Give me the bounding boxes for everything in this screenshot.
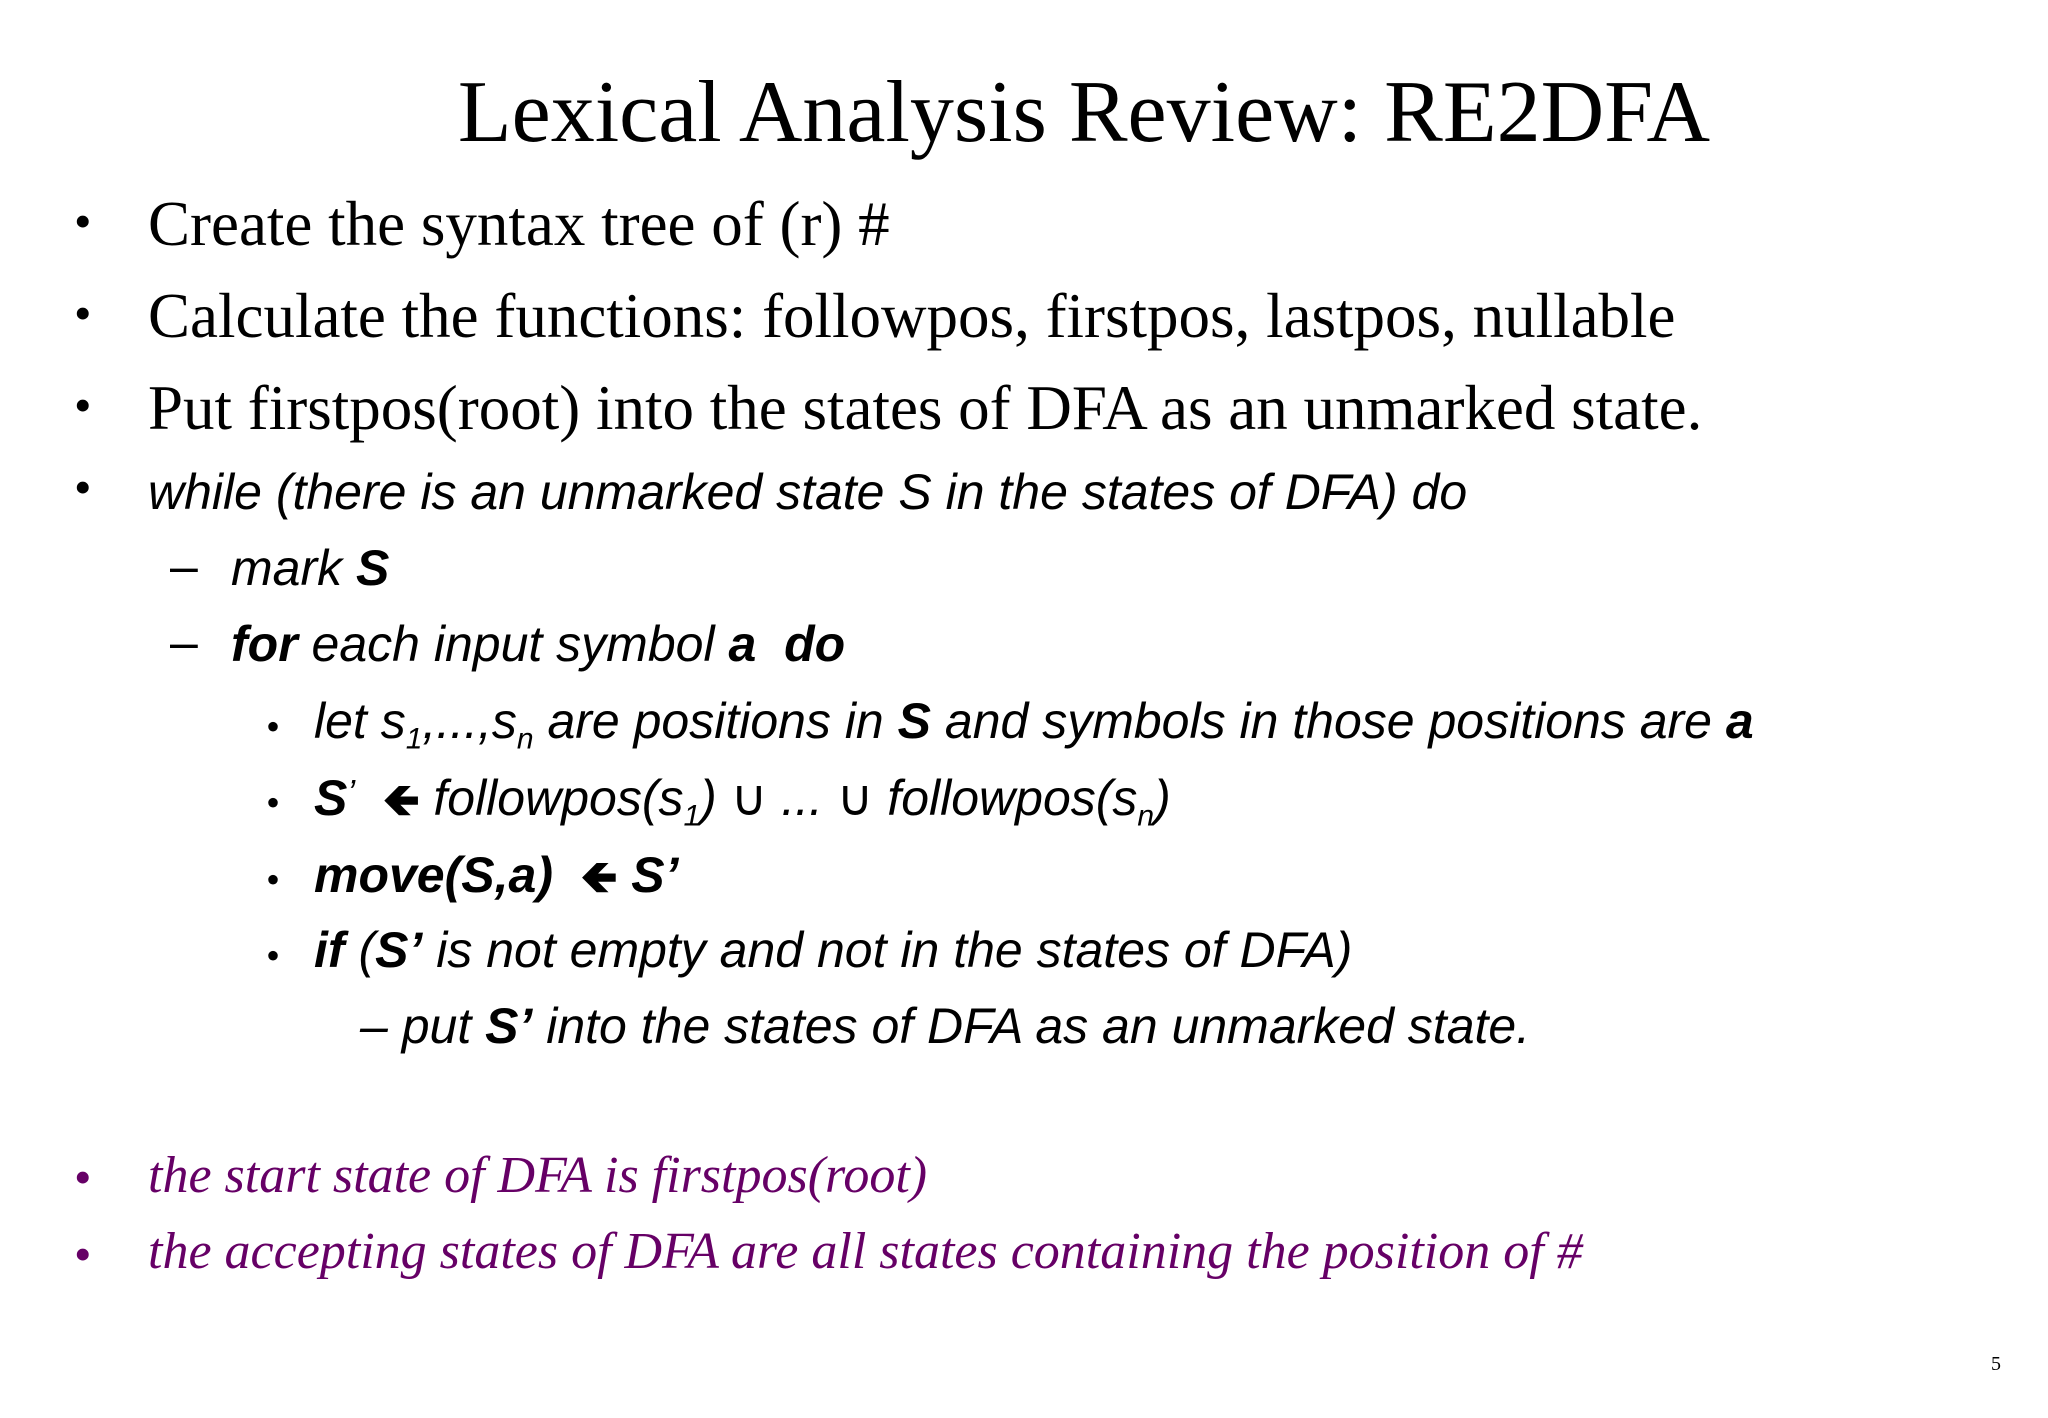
bullet-icon: • xyxy=(266,780,281,825)
step-mark-state: S xyxy=(356,540,390,596)
subscript: n xyxy=(516,722,534,756)
symbol-a: a xyxy=(1725,693,1754,749)
for-keyword: for xyxy=(231,616,298,672)
for-symbol: a xyxy=(728,616,757,672)
bullet-icon: • xyxy=(74,1149,92,1205)
bullet-firstpos-root: Put firstpos(root) into the states of DFA as an unmarked state. xyxy=(148,373,1703,443)
state-s-prime: S xyxy=(314,770,348,826)
note-accepting-states: the accepting states of DFA are all states containing the position of # xyxy=(148,1223,1583,1280)
let-text: are positions in xyxy=(533,693,898,749)
slide-number: 5 xyxy=(1991,1353,2001,1375)
step-move xyxy=(314,845,678,921)
step-if-condition xyxy=(314,921,1352,979)
let-text: let s xyxy=(314,693,406,749)
state-s: S xyxy=(897,693,931,749)
followpos-text: ) xyxy=(1154,770,1171,826)
step-mark-s xyxy=(231,539,389,597)
followpos-text: followpos(s xyxy=(873,770,1138,826)
left-arrow-icon: 🡸 xyxy=(382,773,420,826)
bullet-icon: • xyxy=(74,377,92,433)
dash-icon: – xyxy=(170,614,198,670)
followpos-text: ) xyxy=(700,770,731,826)
step-sprime-followpos xyxy=(314,768,1171,844)
bullet-icon: • xyxy=(266,857,281,902)
slide-title: Lexical Analysis Review: RE2DFA xyxy=(457,64,1711,161)
bullet-icon: • xyxy=(74,193,92,249)
union-icon: ∪ xyxy=(730,770,768,826)
move-function: move(S,a) xyxy=(314,847,553,903)
followpos-text: followpos(s xyxy=(419,770,684,826)
bullet-functions: Calculate the functions: followpos, firstpos, lastpos, nullable xyxy=(148,281,1676,351)
if-keyword: if xyxy=(314,922,345,978)
bullet-syntax-tree: Create the syntax tree of (r) # xyxy=(148,189,890,259)
subscript: n xyxy=(1137,799,1155,833)
bullet-icon: • xyxy=(74,1226,92,1282)
step-let-positions xyxy=(314,692,1754,756)
step-for-each xyxy=(231,615,845,673)
let-text: and symbols in those positions are xyxy=(931,693,1726,749)
if-text: ( xyxy=(344,922,376,978)
subscript: 1 xyxy=(405,722,423,756)
for-text: each input symbol xyxy=(297,616,729,672)
bullet-while-loop: while (there is an unmarked state S in the states of DFA) do xyxy=(148,464,1468,520)
put-text: into the states of DFA as an unmarked state. xyxy=(532,998,1531,1054)
state-s-prime: S’ xyxy=(375,922,423,978)
prime-mark: ’ xyxy=(347,773,356,813)
note-start-state: the start state of DFA is firstpos(root) xyxy=(148,1147,928,1204)
put-text: – put xyxy=(360,998,486,1054)
state-s-prime: S’ xyxy=(485,998,533,1054)
dash-icon: – xyxy=(170,538,198,594)
union-icon: ∪ xyxy=(836,770,874,826)
let-text: ,...,s xyxy=(422,693,517,749)
do-keyword: do xyxy=(784,616,846,672)
bullet-icon: • xyxy=(74,459,92,515)
bullet-icon: • xyxy=(74,285,92,341)
left-arrow-icon: 🡸 xyxy=(580,850,618,903)
bullet-icon: • xyxy=(266,704,281,749)
subscript: 1 xyxy=(683,799,701,833)
ellipsis: ... xyxy=(767,770,837,826)
state-s-prime: S’ xyxy=(631,847,679,903)
bullet-icon: • xyxy=(266,933,281,978)
step-put-state xyxy=(360,997,1530,1055)
if-text: is not empty and not in the states of DFA) xyxy=(422,922,1353,978)
step-mark-text: mark xyxy=(231,540,356,596)
